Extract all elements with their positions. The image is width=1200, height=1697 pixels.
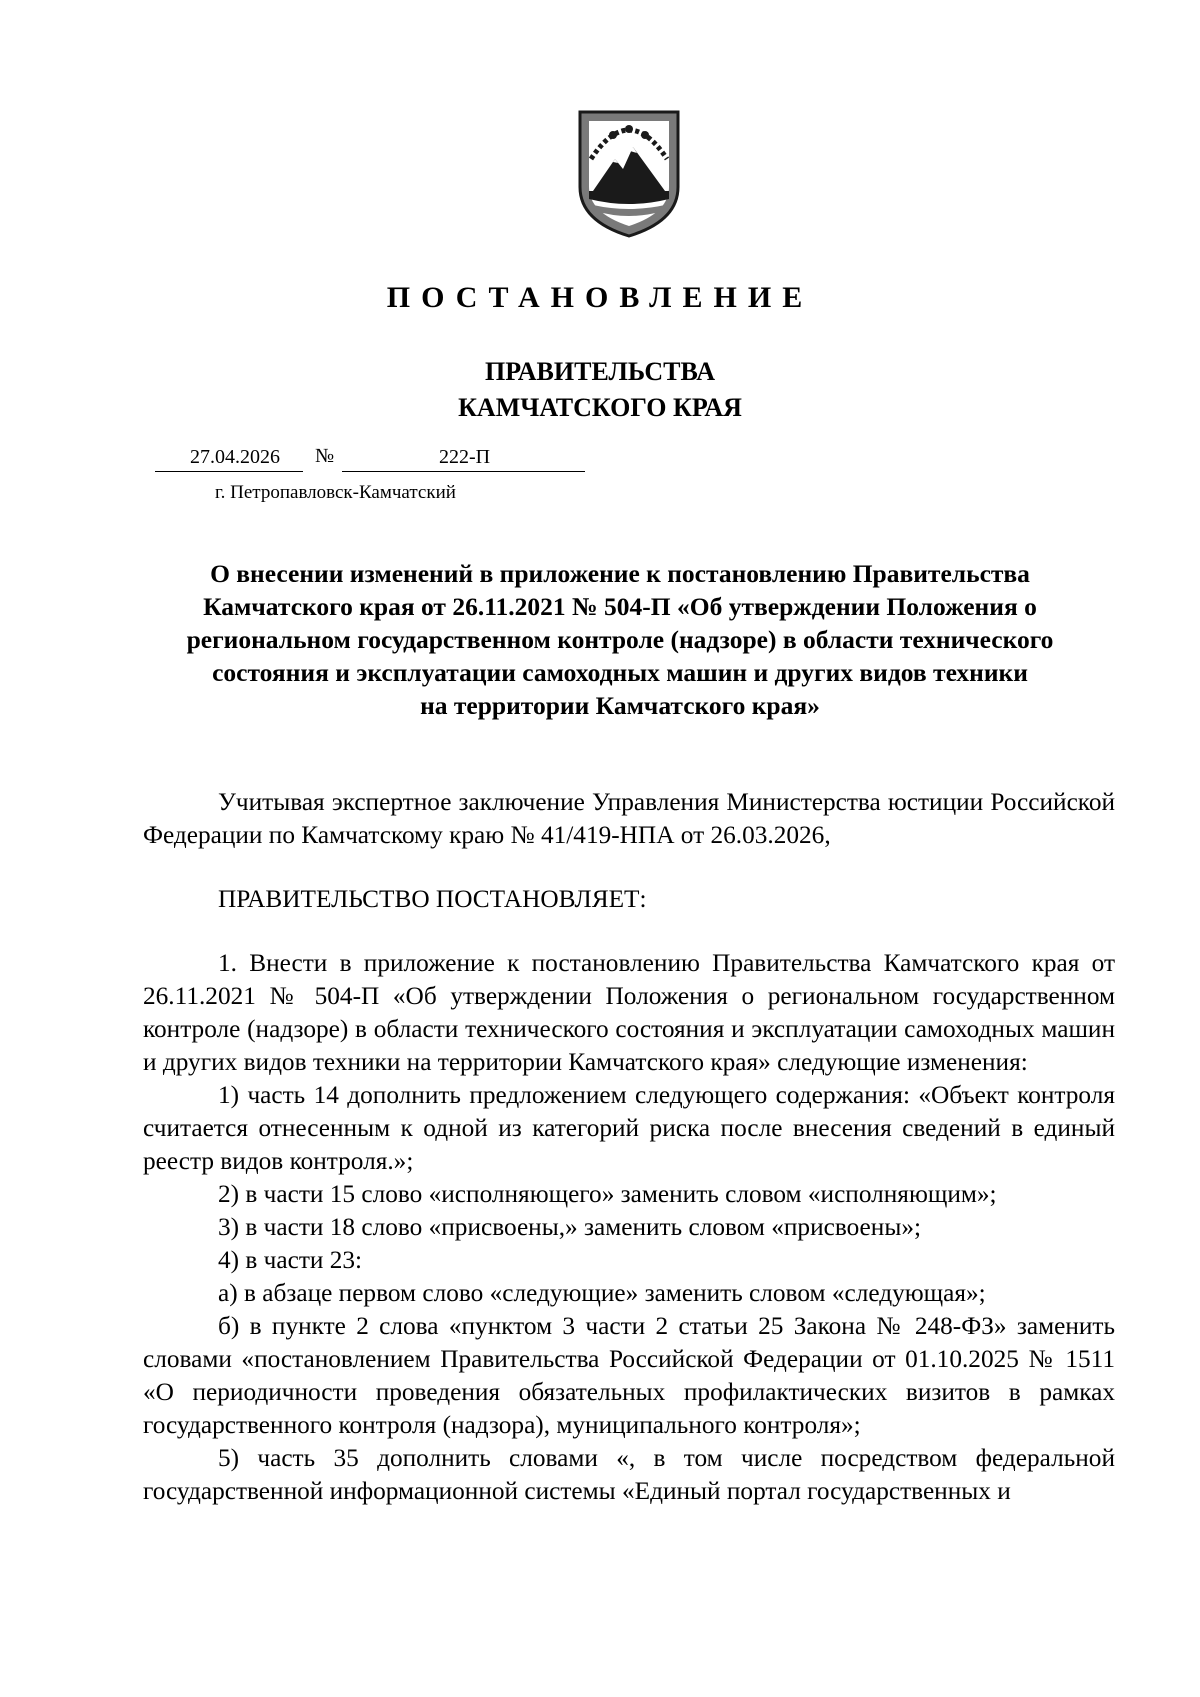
amendment-item: 3) в части 18 слово «присвоены,» заменить словом «присвоены»; xyxy=(218,1213,922,1241)
subject-line: на территории Камчатского края» xyxy=(420,691,820,720)
amendment-item: 4) в части 23: xyxy=(218,1246,363,1274)
document-subject xyxy=(140,557,1100,722)
paragraph-1: 1. Внести в приложение к постановлению Правительства Камчатского края от 26.11.2021 № 504-П «Об утверждении Положения о региональном государственном контроле (надзоре) в области технического состояния и эксплуатации самоходных машин и других видов техники на территории Камчатского края» следующие изменения: xyxy=(143,949,1115,1076)
resolves-block xyxy=(143,883,1115,916)
amendment-subitem: б) в пункте 2 слова «пунктом 3 части 2 статьи 25 Закона № 248-ФЗ» заменить словами «постановлением Правительства Российской Федерации от 01.10.2025 № 1511 «О периодичности проведения обязательных профилактических визитов в рамках государственного контроля (надзора), муниципального контроля»; xyxy=(143,1312,1115,1439)
number-sign: № xyxy=(315,445,335,467)
body-text xyxy=(143,947,1115,1508)
subject-line: Камчатского края от 26.11.2021 № 504-П «Об утверждении Положения о xyxy=(203,592,1037,621)
coat-of-arms-icon xyxy=(577,109,681,239)
preamble-block xyxy=(143,786,1115,852)
registration-number: 222-П xyxy=(439,446,491,468)
issuer xyxy=(0,354,1200,426)
subject-line: состояния и эксплуатации самоходных машин и других видов техники xyxy=(212,658,1028,687)
subject-line: региональном государственном контроле (надзоре) в области технического xyxy=(186,625,1054,654)
place-of-issue: г. Петропавловск-Камчатский xyxy=(215,482,456,503)
issuer-line-1: ПРАВИТЕЛЬСТВА xyxy=(485,357,715,386)
amendment-item: 1) часть 14 дополнить предложением следующего содержания: «Объект контроля считается отнесенным к одной из категорий риска после внесения сведений в единый реестр видов контроля.»; xyxy=(143,1081,1115,1175)
registration-date: 27.04.2026 xyxy=(190,446,280,468)
preamble: Учитывая экспертное заключение Управления Министерства юстиции Российской Федерации по Камчатскому краю № 41/419-НПА от 26.03.2026, xyxy=(143,788,1115,849)
amendment-item: 5) часть 35 дополнить словами «, в том числе посредством федеральной государственной информационной системы «Единый портал государственных и xyxy=(143,1444,1115,1505)
issuer-line-2: КАМЧАТСКОГО КРАЯ xyxy=(458,393,742,422)
document-type: ПОСТАНОВЛЕНИЕ xyxy=(386,281,814,314)
amendment-subitem: а) в абзаце первом слово «следующие» заменить словом «следующая»; xyxy=(218,1279,986,1307)
amendment-item: 2) в части 15 слово «исполняющего» заменить словом «исполняющим»; xyxy=(218,1180,997,1208)
resolves-statement: ПРАВИТЕЛЬСТВО ПОСТАНОВЛЯЕТ: xyxy=(218,885,647,913)
subject-line: О внесении изменений в приложение к постановлению Правительства xyxy=(210,559,1030,588)
